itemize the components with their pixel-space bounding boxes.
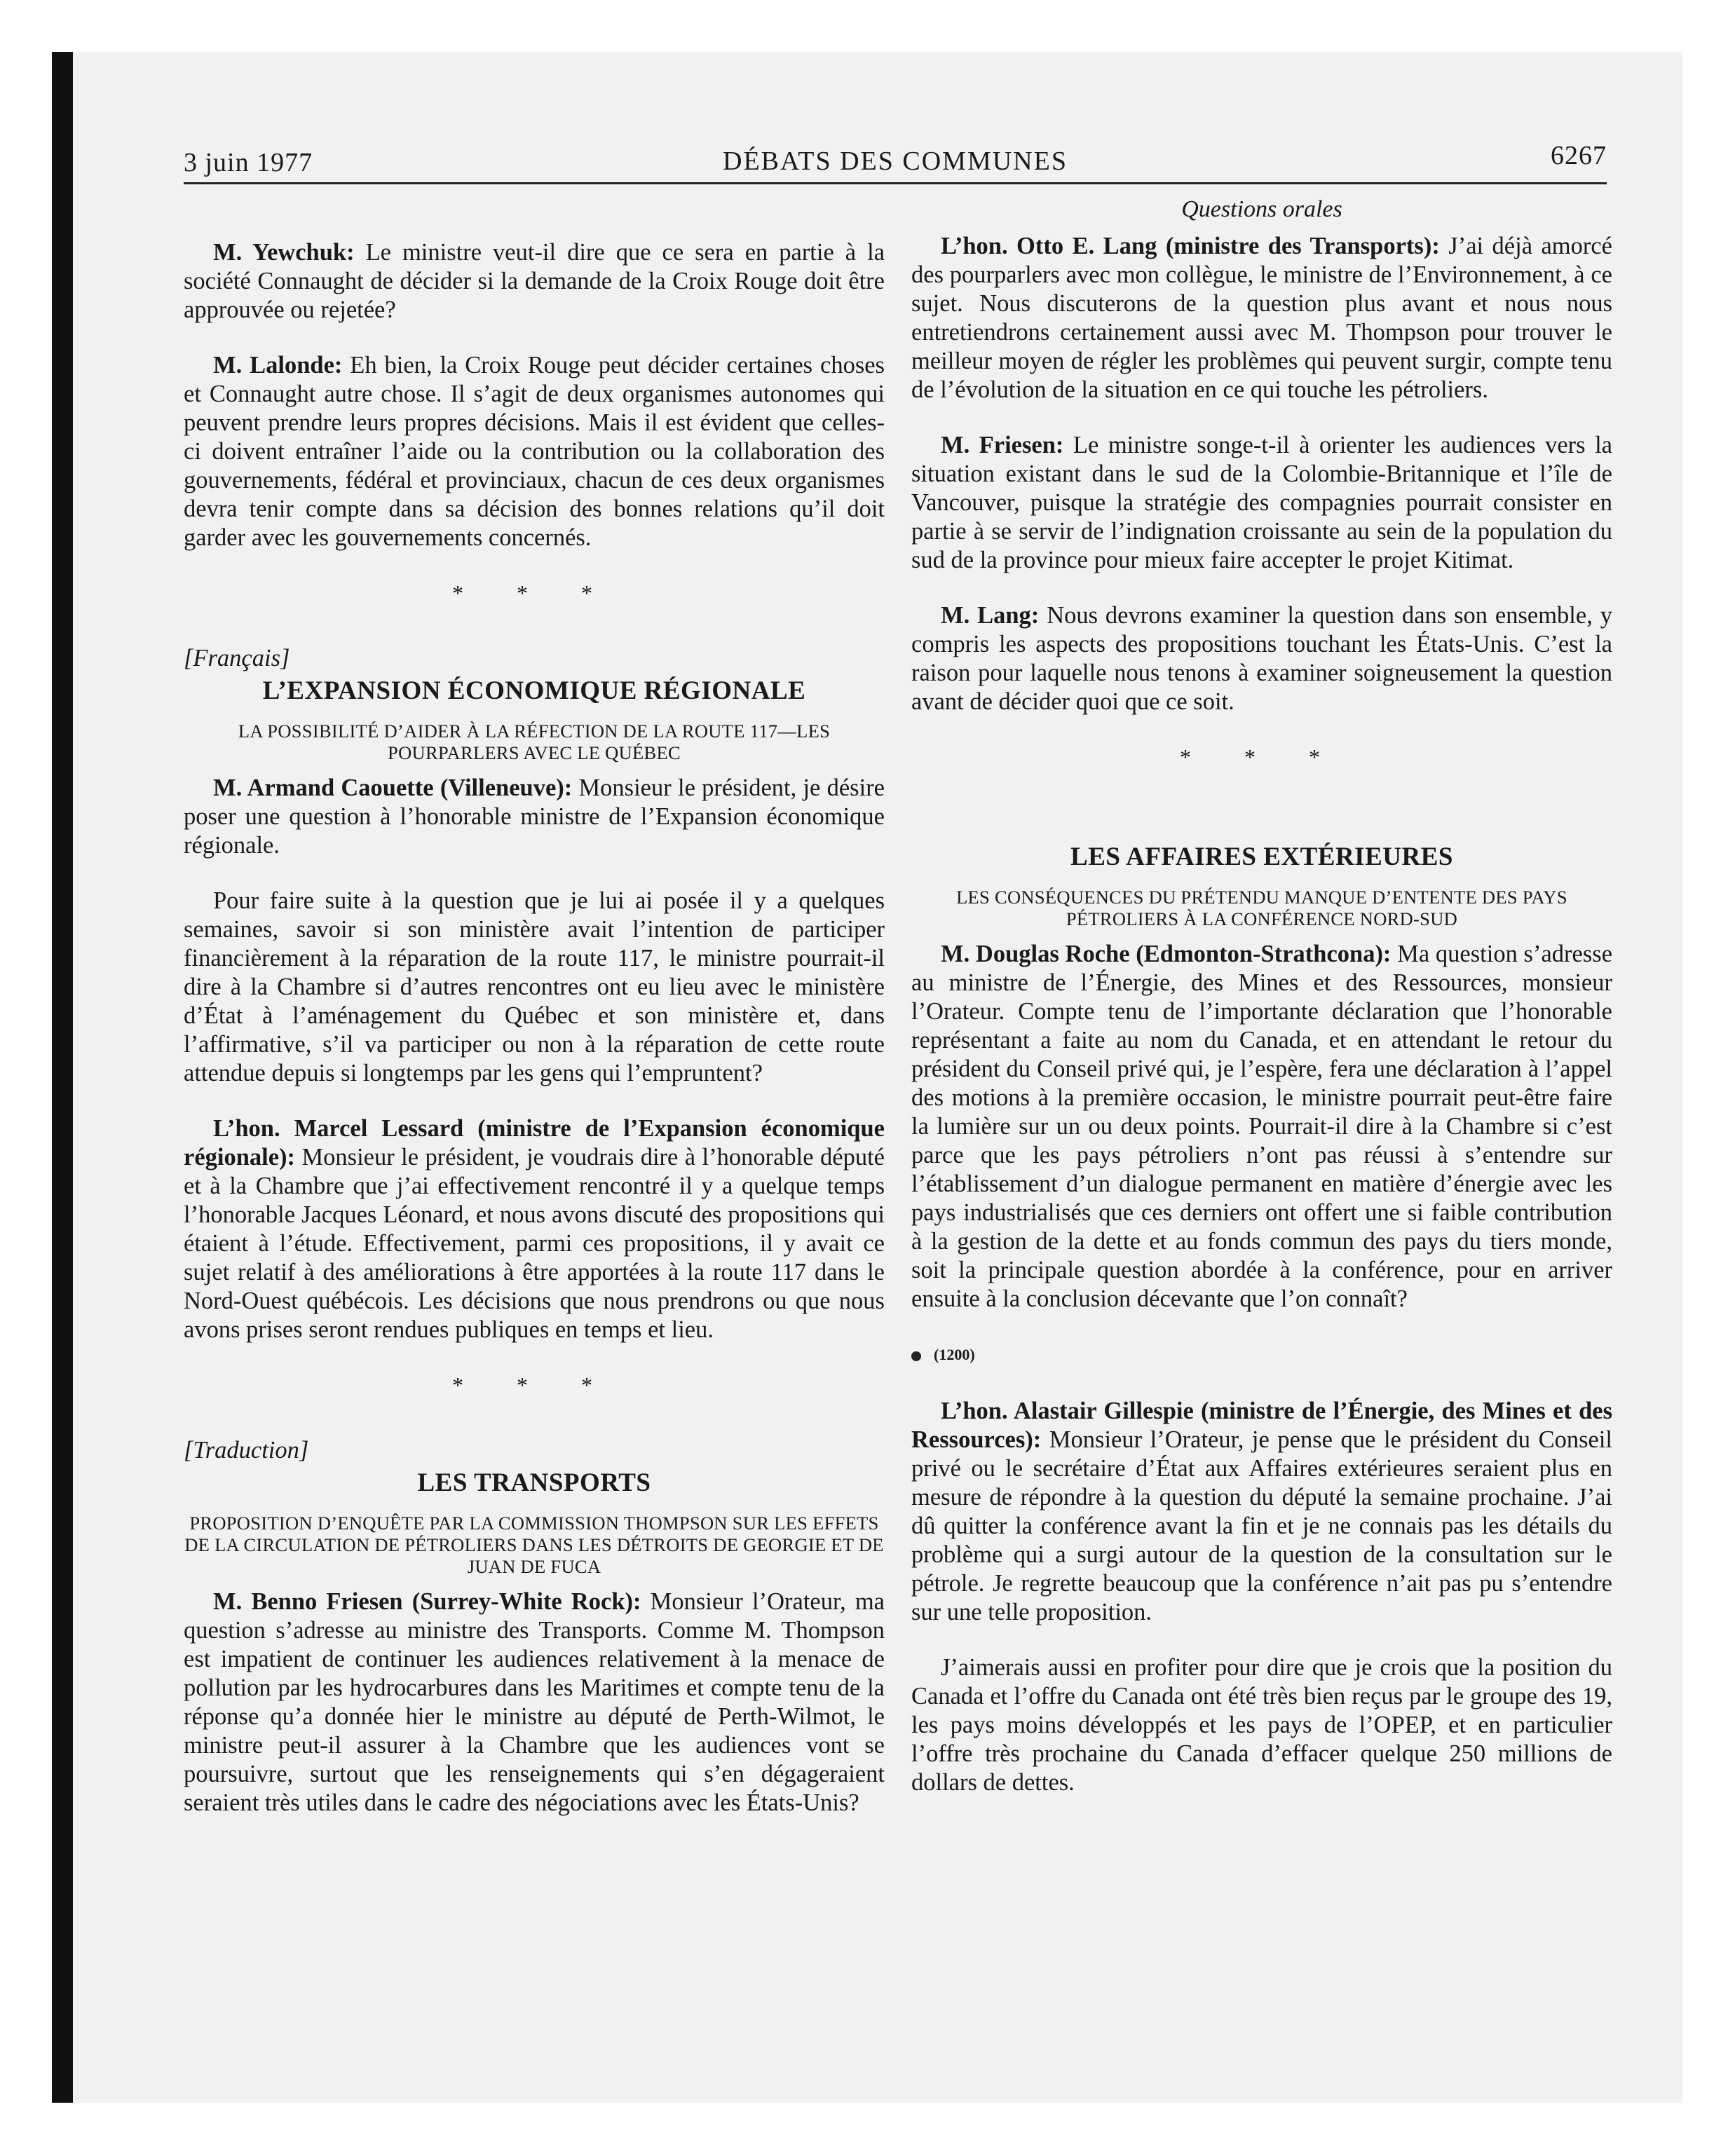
speaker-name: L’hon. Marcel Lessard (ministre de l’Expansion économique régionale): bbox=[184, 1115, 885, 1171]
speech-text: Monsieur l’Orateur, ma question s’adresse au ministre des Transports. Comme M. Thompson est impatient de continuer les audiences relativement à la menace de pollution par les hydrocarbures dans les Maritimes et compte tenu de la réponse qu’a donnée hier le ministre au député de Perth-Wilmot, le ministre peut-il assurer à la Chambre que les audiences vont se poursuivre, surtout que les renseignements qui s’en dégageraient seraient très utiles dans le cadre des négociations avec les États-Unis? bbox=[184, 1588, 885, 1816]
language-note: [Traduction] bbox=[184, 1437, 309, 1464]
section-subheading: PROPOSITION D’ENQUÊTE PAR LA COMMISSION THOMPSON SUR LES EFFETS DE LA CIRCULATION DE PÉTROLIERS DANS LES DÉTROITS DE GEORGIE ET DE JUAN DE FUCA bbox=[184, 1513, 884, 1577]
section-separator: * * * bbox=[1180, 744, 1344, 770]
section-heading: L’EXPANSION ÉCONOMIQUE RÉGIONALE bbox=[262, 676, 806, 705]
speaker-name: M. Douglas Roche (Edmonton-Strathcona): bbox=[941, 941, 1392, 967]
timestamp-text: (1200) bbox=[934, 1346, 975, 1363]
section-subheading: LA POSSIBILITÉ D’AIDER À LA RÉFECTION DE LA ROUTE 117—LES POURPARLERS AVEC LE QUÉBEC bbox=[238, 721, 831, 763]
speech-text: Monsieur le président, je désire poser une question à l’honorable ministre de l’Expansion économique régionale. bbox=[184, 775, 885, 859]
running-head: Questions orales bbox=[1181, 196, 1342, 222]
speaker-name: M. Benno Friesen (Surrey-White Rock): bbox=[213, 1588, 641, 1615]
paragraph bbox=[911, 1397, 1612, 1627]
paragraph bbox=[184, 774, 885, 860]
paragraph bbox=[184, 351, 885, 552]
speech-text: Nous devrons examiner la question dans son ensemble, y compris les aspects des propositions touchant les États-Unis. C’est la raison pour laquelle nous tenons à examiner soigneusement la question avant de décider quoi que ce soit. bbox=[911, 602, 1612, 715]
paragraph bbox=[184, 887, 885, 1088]
paragraph bbox=[184, 1588, 885, 1817]
paragraph bbox=[911, 1653, 1612, 1797]
section-subheading: LES CONSÉQUENCES DU PRÉTENDU MANQUE D’ENTENTE DES PAYS PÉTROLIERS À LA CONFÉRENCE NORD-SUD bbox=[956, 887, 1567, 929]
speech-text: Pour faire suite à la question que je lui ai posée il y a quelques semaines, savoir si son ministère avait l’intention de participer financièrement à la réparation de la route 117, le ministre pourrait-il dire à la Chambre si d’autres rencontres ont eu lieu avec le ministère d’État à l’aménagement du Québec et son ministère et, dans l’affirmative, s’il va participer ou non à la réparation de cette route attendue depuis si longtemps par les gens qui l’empruntent? bbox=[184, 887, 885, 1086]
speech-text: J’ai déjà amorcé des pourparlers avec mon collègue, le ministre de l’Environnement, à ce sujet. Nous discuterons de la question plus avant et nous nous entretiendrons certainement aussi avec M. Thompson pour trouver le meilleur moyen de régler les problèmes qui peuvent surgir, compte tenu de l’évolution de la situation en ce qui touche les pétroliers. bbox=[911, 233, 1612, 403]
header-rule bbox=[184, 182, 1607, 184]
page-header bbox=[184, 140, 1607, 182]
section-separator: * * * bbox=[452, 580, 616, 606]
speech-text: Monsieur l’Orateur, je pense que le président du Conseil privé ou le secrétaire d’État aux Affaires extérieures seraient plus en mesure de répondre à la question du député la semaine prochaine. J’ai dû quitter la conférence avant la fin et je ne connais pas les détails du problème qui a surgi autour de la question de la consultation sur le pétrole. Je regrette beaucoup que la conférence n’ait pas pu s’entendre sur une telle proposition. bbox=[911, 1426, 1612, 1625]
paragraph bbox=[911, 940, 1612, 1314]
paragraph bbox=[184, 238, 885, 325]
binding-edge bbox=[52, 52, 73, 2103]
right-column bbox=[911, 195, 1612, 1824]
paragraph bbox=[911, 431, 1612, 575]
speaker-name: L’hon. Otto E. Lang (ministre des Transports): bbox=[941, 233, 1440, 259]
paragraph bbox=[911, 232, 1612, 404]
speaker-name: M. Armand Caouette (Villeneuve): bbox=[213, 775, 573, 801]
speech-text: J’aimerais aussi en profiter pour dire que je crois que la position du Canada et l’offre du Canada ont été très bien reçus par le groupe des 19, les pays moins développés et les pays de l’OPEP, et en particulier l’offre très prochaine du Canada d’effacer quelque 250 millions de dollars de dettes. bbox=[911, 1654, 1612, 1796]
section-heading: LES AFFAIRES EXTÉRIEURES bbox=[1070, 842, 1453, 871]
speaker-name: M. Lang: bbox=[941, 602, 1040, 629]
section-separator: * * * bbox=[452, 1372, 616, 1398]
header-title: DÉBATS DES COMMUNES bbox=[723, 146, 1068, 176]
header-date: 3 juin 1977 bbox=[184, 148, 313, 177]
bullet-icon bbox=[911, 1351, 921, 1361]
speech-text: Monsieur le président, je voudrais dire à l’honorable député et à la Chambre que j’ai effectivement rencontré il y a quelque temps l’honorable Jacques Léonard, et nous avons discuté des propositions qui étaient à l’étude. Effectivement, parmi ces propositions, il y avait ce sujet relatif à des améliorations à être apportées à la route 117 dans le Nord-Ouest québécois. Les décisions que nous prendrons ou que nous avons prises seront rendues publiques en temps et lieu. bbox=[184, 1144, 885, 1343]
speaker-name: M. Yewchuk: bbox=[213, 239, 355, 266]
page-number: 6267 bbox=[1551, 141, 1607, 170]
speech-text: Le ministre veut-il dire que ce sera en partie à la société Connaught de décider si la demande de la Croix Rouge doit être approuvée ou rejetée? bbox=[184, 239, 885, 323]
speaker-name: L’hon. Alastair Gillespie (ministre de l’Énergie, des Mines et des Ressources): bbox=[911, 1398, 1612, 1453]
left-column bbox=[184, 238, 885, 1844]
paragraph bbox=[184, 1114, 885, 1344]
speech-text: Ma question s’adresse au ministre de l’Énergie, des Mines et des Ressources, monsieur l’Orateur. Compte tenu de l’importante déclaration que l’honorable représentant a faite au nom du Canada, et en attendant le retour du président du Conseil privé qui, je l’espère, fera une déclaration à l’appel des motions à la première occasion, le ministre pourrait peut-être faire la lumière sur un ou deux points. Pourrait-il dire à la Chambre si c’est parce que les pays pétroliers n’ont pas réussi à s’entendre sur l’établissement d’un dialogue permanent en matière d’énergie avec les pays industrialisés que ces derniers ont offert une si faible contribution à la gestion de la dette et au fonds commun des pays du tiers monde, soit la principale question abordée à la conférence, pour en arriver ensuite à la conclusion décevante que l’on connaît? bbox=[911, 941, 1613, 1312]
timestamp bbox=[911, 1340, 1612, 1369]
section-heading: LES TRANSPORTS bbox=[417, 1468, 651, 1497]
language-note: [Français] bbox=[184, 645, 290, 671]
speech-text: Eh bien, la Croix Rouge peut décider certaines choses et Connaught autre chose. Il s’agit de deux organismes autonomes qui peuvent prendre leurs propres décisions. Mais il est évident que celles-ci doivent entraîner l’aide ou la contribution ou la collaboration des gouvernements, fédéral et provinciaux, chacun de ces deux organismes devra tenir compte dans sa décision des bonnes relations qu’il doit garder avec les gouvernements concernés. bbox=[184, 352, 885, 551]
speaker-name: M. Friesen: bbox=[941, 432, 1064, 458]
speech-text: Le ministre songe-t-il à orienter les audiences vers la situation existant dans le sud de la Colombie-Britannique et l’île de Vancouver, puisque la stratégie des compagnies pourrait consister en partie à se servir de l’indignation croissante au sein de la population du sud de la province pour mieux faire accepter le projet Kitimat. bbox=[911, 432, 1612, 573]
paragraph bbox=[911, 601, 1612, 716]
speaker-name: M. Lalonde: bbox=[213, 352, 343, 378]
